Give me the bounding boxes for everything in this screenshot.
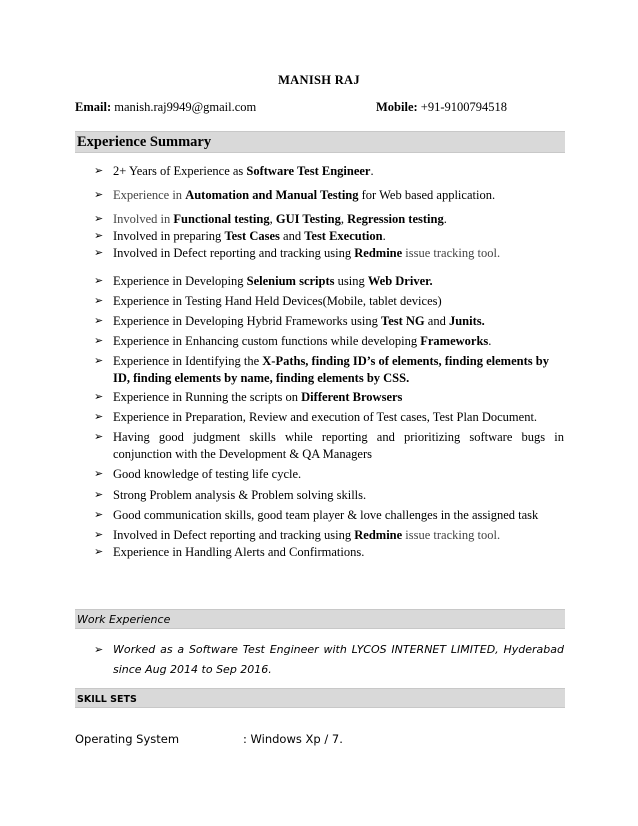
text-run: Experience in: [113, 188, 186, 202]
arrow-bullet-icon: ➢: [94, 230, 104, 242]
text-run: Experience in Developing Hybrid Frameworks using: [113, 314, 381, 328]
email-value: manish.raj9949@gmail.com: [114, 100, 257, 114]
arrow-bullet-icon: ➢: [94, 431, 104, 443]
text-run: 2+ Years of Experience as: [113, 164, 247, 178]
text-run: Experience in Preparation, Review and execution of Test cases, Test Plan Document.: [113, 410, 538, 424]
arrow-bullet-icon: ➢: [94, 509, 104, 521]
text-run: Involved in Defect reporting and tracking using: [113, 246, 355, 260]
text-run: Experience in Testing Hand Held Devices(Mobile, tablet devices): [113, 294, 442, 308]
skill-sets-heading: SKILL SETS: [77, 694, 137, 705]
text-run: .: [382, 229, 386, 243]
experience-summary-item-text: [113, 409, 564, 426]
arrow-bullet-icon: ➢: [94, 335, 104, 347]
text-run: Experience in Handling Alerts and Confirmations.: [113, 545, 365, 559]
arrow-bullet-icon: ➢: [94, 468, 104, 480]
work-experience-heading: Work Experience: [77, 613, 171, 626]
experience-summary-heading: Experience Summary: [77, 134, 212, 150]
experience-summary-item-text: [113, 313, 564, 330]
text-run: Experience in Identifying the: [113, 354, 263, 368]
experience-summary-item-text: [113, 245, 564, 262]
text-run: .: [370, 164, 374, 178]
experience-summary-heading-bar: [75, 131, 565, 153]
experience-summary-item-text: [113, 507, 564, 524]
arrow-bullet-icon: ➢: [94, 489, 104, 501]
text-run: GUI Testing: [275, 212, 341, 226]
experience-summary-item-text: [113, 544, 564, 561]
experience-summary-item-text: [113, 353, 564, 387]
mobile-value: +91-9100794518: [420, 100, 508, 114]
text-run: Test NG: [381, 314, 425, 328]
experience-summary-item-text: [113, 187, 564, 204]
text-run: Test Cases: [224, 229, 280, 243]
experience-summary-item-text: [113, 487, 564, 504]
text-run: X-Paths, finding ID’s of elements, finding elements by ID, finding elements by name, finding elements by CSS.: [113, 354, 549, 385]
text-run: Experience in Developing: [113, 274, 247, 288]
arrow-bullet-icon: ➢: [94, 213, 104, 225]
text-run: ,: [340, 212, 348, 226]
text-run: using: [334, 274, 368, 288]
text-run: issue tracking tool.: [402, 246, 501, 260]
text-run: ,: [269, 212, 276, 226]
arrow-bullet-icon: ➢: [94, 165, 104, 177]
text-run: and: [279, 229, 305, 243]
experience-summary-item-text: [113, 273, 564, 290]
email-label: Email:: [75, 100, 112, 114]
arrow-bullet-icon: ➢: [94, 189, 104, 201]
candidate-name: MANISH RAJ: [278, 73, 360, 87]
arrow-bullet-icon: ➢: [94, 411, 104, 423]
text-run: Test Execution: [304, 229, 383, 243]
arrow-bullet-icon: ➢: [94, 643, 104, 656]
text-run: Selenium scripts: [246, 274, 335, 288]
arrow-bullet-icon: ➢: [94, 275, 104, 287]
arrow-bullet-icon: ➢: [94, 247, 104, 259]
text-run: Redmine: [354, 528, 403, 542]
skill-sets-heading-bar: [75, 688, 565, 708]
arrow-bullet-icon: ➢: [94, 529, 104, 541]
text-run: .: [443, 212, 447, 226]
text-run: Regression testing: [347, 212, 444, 226]
text-run: Web Driver.: [367, 274, 433, 288]
experience-summary-item-text: [113, 211, 564, 228]
mobile-block: [376, 100, 507, 115]
work-experience-heading-bar: [75, 609, 565, 629]
text-run: Involved in preparing: [113, 229, 225, 243]
experience-summary-item-text: [113, 527, 564, 544]
arrow-bullet-icon: ➢: [94, 355, 104, 367]
experience-summary-item-text: [113, 389, 564, 406]
text-run: Having good judgment skills while reporting and prioritizing software bugs in conjunction with the Development & QA Managers: [113, 430, 564, 461]
work-experience-text: Worked as a Software Test Engineer with LYCOS INTERNET LIMITED, Hyderabad since Aug 2014 to Sep 2016.: [113, 643, 564, 676]
operating-system-label: Operating System: [75, 732, 180, 746]
arrow-bullet-icon: ➢: [94, 546, 104, 558]
experience-summary-item-text: [113, 333, 564, 350]
text-run: Different Browsers: [301, 390, 403, 404]
text-run: Good knowledge of testing life cycle.: [113, 467, 302, 481]
text-run: for Web based application.: [358, 188, 496, 202]
arrow-bullet-icon: ➢: [94, 391, 104, 403]
email-block: [75, 100, 256, 115]
text-run: Involved in Defect reporting and tracking using: [113, 528, 355, 542]
text-run: Automation and Manual Testing: [185, 188, 359, 202]
text-run: and: [424, 314, 449, 328]
text-run: Redmine: [354, 246, 403, 260]
text-run: Involved in: [113, 212, 174, 226]
text-run: issue tracking tool.: [402, 528, 501, 542]
operating-system-value: : Windows Xp / 7.: [243, 732, 343, 746]
text-run: Good communication skills, good team player & love challenges in the assigned task: [113, 508, 539, 522]
arrow-bullet-icon: ➢: [94, 315, 104, 327]
experience-summary-item-text: [113, 466, 564, 483]
mobile-label: Mobile:: [376, 100, 418, 114]
text-run: .: [488, 334, 492, 348]
text-run: Functional testing: [173, 212, 270, 226]
experience-summary-item-text: [113, 163, 564, 180]
experience-summary-item-text: [113, 228, 564, 245]
experience-summary-item-text: [113, 429, 564, 463]
text-run: Experience in Running the scripts on: [113, 390, 302, 404]
experience-summary-item-text: [113, 293, 564, 310]
arrow-bullet-icon: ➢: [94, 295, 104, 307]
text-run: Experience in Enhancing custom functions while developing: [113, 334, 421, 348]
text-run: Frameworks: [420, 334, 489, 348]
text-run: Strong Problem analysis & Problem solving skills.: [113, 488, 367, 502]
text-run: Junits.: [448, 314, 485, 328]
text-run: Software Test Engineer: [246, 164, 371, 178]
